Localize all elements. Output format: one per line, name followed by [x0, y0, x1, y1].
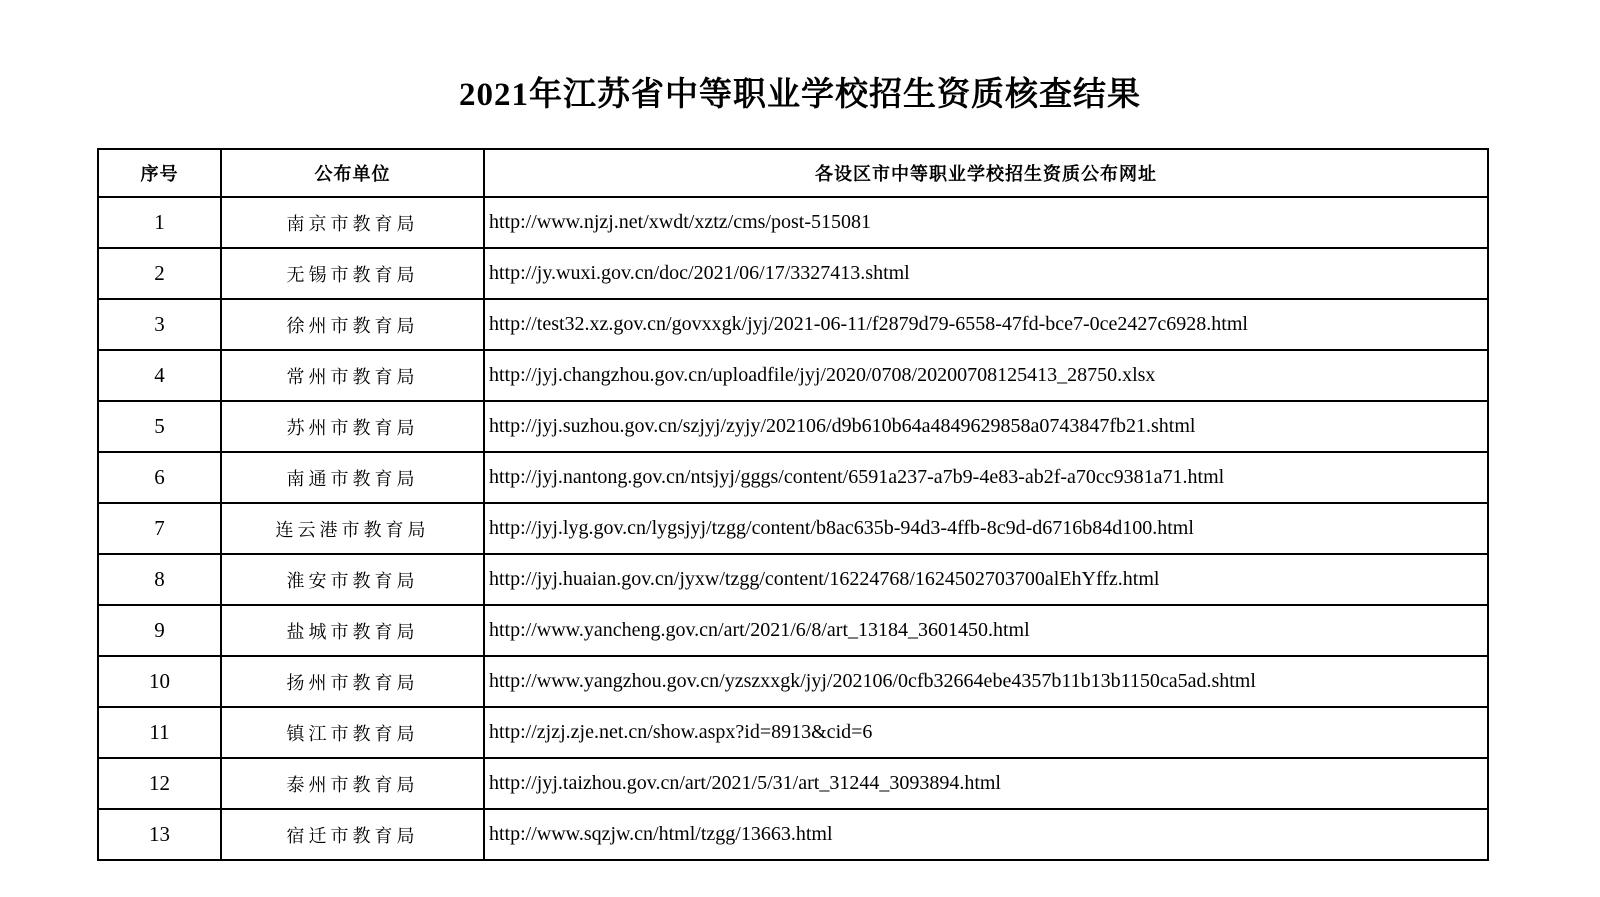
row-number-cell: 9: [98, 605, 221, 656]
publication-url-cell: http://jy.wuxi.gov.cn/doc/2021/06/17/3327413.shtml: [484, 248, 1488, 299]
column-header-no: 序号: [98, 149, 221, 197]
publication-url-cell: http://jyj.taizhou.gov.cn/art/2021/5/31/art_31244_3093894.html: [484, 758, 1488, 809]
row-number-cell: 3: [98, 299, 221, 350]
table-row: [98, 707, 1488, 758]
column-header-unit: 公布单位: [221, 149, 484, 197]
page-title: 2021年江苏省中等职业学校招生资质核查结果: [459, 77, 1141, 113]
publishing-unit-cell: 常州市教育局: [221, 350, 484, 401]
publishing-unit-cell: 盐城市教育局: [221, 605, 484, 656]
row-number-cell: 6: [98, 452, 221, 503]
publishing-unit-cell: 淮安市教育局: [221, 554, 484, 605]
table-body: [98, 197, 1488, 860]
publishing-unit-cell: 苏州市教育局: [221, 401, 484, 452]
publishing-unit-cell: 无锡市教育局: [221, 248, 484, 299]
publication-url-cell: http://zjzj.zje.net.cn/show.aspx?id=8913&cid=6: [484, 707, 1488, 758]
table-row: [98, 248, 1488, 299]
publication-url-cell: http://www.yangzhou.gov.cn/yzszxxgk/jyj/202106/0cfb32664ebe4357b11b13b1150ca5ad.shtml: [484, 656, 1488, 707]
row-number-cell: 13: [98, 809, 221, 860]
table-row: [98, 350, 1488, 401]
column-header-url: 各设区市中等职业学校招生资质公布网址: [484, 149, 1488, 197]
publishing-unit-cell: 宿迁市教育局: [221, 809, 484, 860]
row-number-cell: 10: [98, 656, 221, 707]
publication-url-cell: http://jyj.lyg.gov.cn/lygsjyj/tzgg/content/b8ac635b-94d3-4ffb-8c9d-d6716b84d100.html: [484, 503, 1488, 554]
table-row: [98, 452, 1488, 503]
publication-url-cell: http://www.yancheng.gov.cn/art/2021/6/8/art_13184_3601450.html: [484, 605, 1488, 656]
table-row: [98, 758, 1488, 809]
row-number-cell: 5: [98, 401, 221, 452]
publication-url-cell: http://www.njzj.net/xwdt/xztz/cms/post-515081: [484, 197, 1488, 248]
row-number-cell: 7: [98, 503, 221, 554]
row-number-cell: 8: [98, 554, 221, 605]
table-row: [98, 197, 1488, 248]
table-row: [98, 554, 1488, 605]
row-number-cell: 12: [98, 758, 221, 809]
row-number-cell: 2: [98, 248, 221, 299]
table-row: [98, 503, 1488, 554]
publication-url-cell: http://jyj.nantong.gov.cn/ntsjyj/gggs/content/6591a237-a7b9-4e83-ab2f-a70cc9381a71.html: [484, 452, 1488, 503]
publication-url-cell: http://test32.xz.gov.cn/govxxgk/jyj/2021-06-11/f2879d79-6558-47fd-bce7-0ce2427c6928.html: [484, 299, 1488, 350]
table-header-row: [98, 149, 1488, 197]
publishing-unit-cell: 南京市教育局: [221, 197, 484, 248]
publishing-unit-cell: 徐州市教育局: [221, 299, 484, 350]
table-row: [98, 605, 1488, 656]
publishing-unit-cell: 泰州市教育局: [221, 758, 484, 809]
row-number-cell: 4: [98, 350, 221, 401]
table-row: [98, 809, 1488, 860]
row-number-cell: 11: [98, 707, 221, 758]
table-header: [98, 149, 1488, 197]
table-row: [98, 299, 1488, 350]
table-row: [98, 656, 1488, 707]
qualification-table: [97, 148, 1489, 861]
publication-url-cell: http://jyj.suzhou.gov.cn/szjyj/zyjy/202106/d9b610b64a4849629858a0743847fb21.shtml: [484, 401, 1488, 452]
publishing-unit-cell: 连云港市教育局: [221, 503, 484, 554]
publication-url-cell: http://jyj.huaian.gov.cn/jyxw/tzgg/content/16224768/1624502703700alEhYffz.html: [484, 554, 1488, 605]
publishing-unit-cell: 南通市教育局: [221, 452, 484, 503]
publishing-unit-cell: 扬州市教育局: [221, 656, 484, 707]
table-row: [98, 401, 1488, 452]
publication-url-cell: http://www.sqzjw.cn/html/tzgg/13663.html: [484, 809, 1488, 860]
row-number-cell: 1: [98, 197, 221, 248]
publication-url-cell: http://jyj.changzhou.gov.cn/uploadfile/jyj/2020/0708/20200708125413_28750.xlsx: [484, 350, 1488, 401]
publishing-unit-cell: 镇江市教育局: [221, 707, 484, 758]
